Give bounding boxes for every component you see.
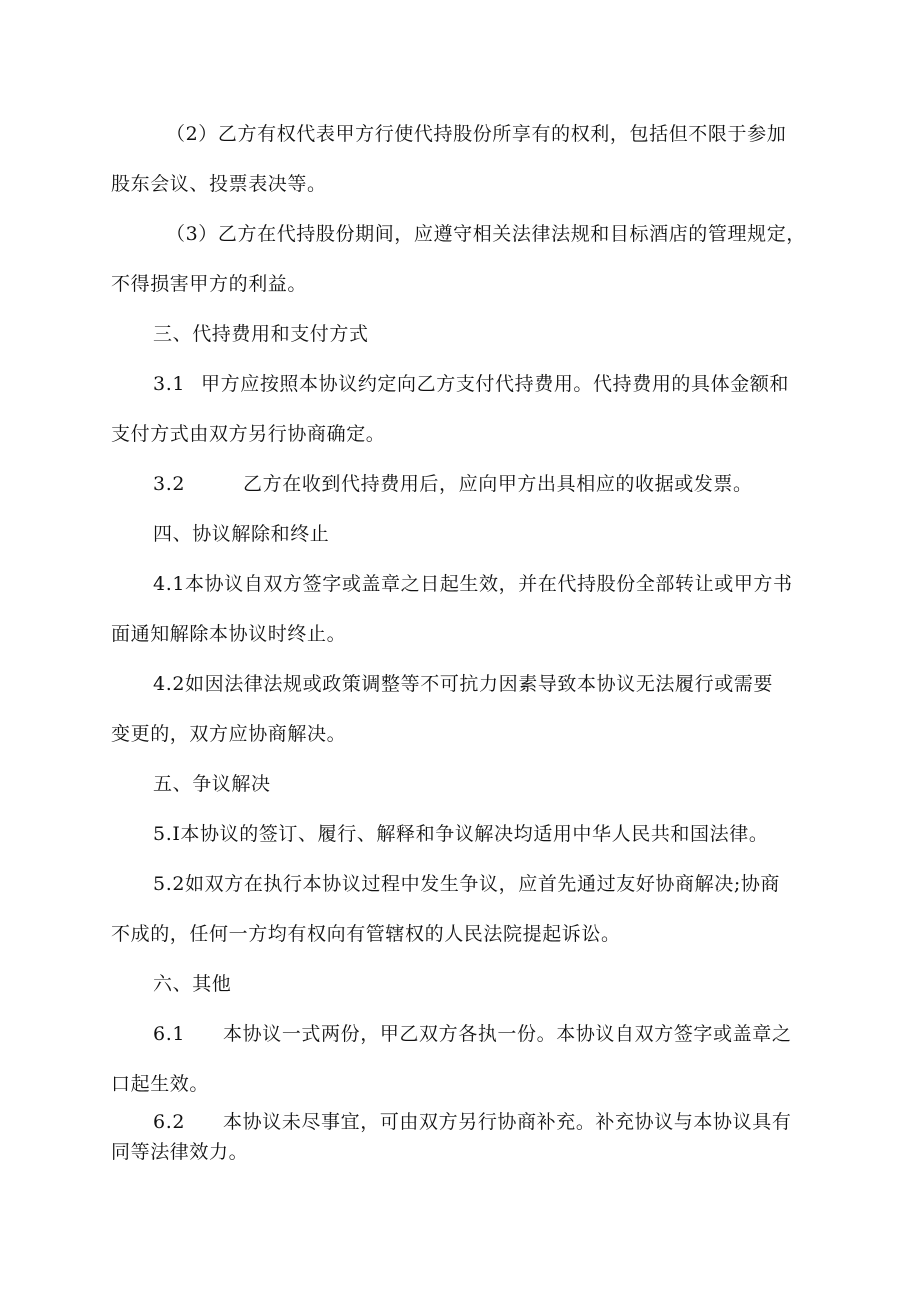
section-heading-5: 五、争议解决 [153,773,271,795]
clause-2-3-line-1: （3）乙方在代持股份期间，应遵守相关法律法规和目标酒店的管理规定， [166,223,806,245]
section-heading-6: 六、其他 [153,973,232,995]
clause-number: 3.1 [153,373,186,395]
clause-number: 3.2 [153,473,186,495]
clause-6-2-line-1 [153,1110,791,1134]
clause-3-2-line-1 [153,472,753,496]
clause-4-1-line-2: 面通知解除本协议时终止。 [111,623,347,645]
clause-5-2-line-1: 5.2如双方在执行本协议过程中发生争议，应首先通过友好协商解决;协商 [153,873,781,895]
section-heading-4: 四、协议解除和终止 [153,523,330,545]
clause-4-2-line-2: 变更的，双方应协商解决。 [111,723,347,745]
clause-number: 6.2 [153,1111,186,1133]
clause-3-1-line-1 [153,372,789,396]
clause-5-1-line-1: 5.I本协议的签订、履行、解释和争议解决均适用中华人民共和国法律。 [153,823,769,845]
clause-4-2-line-1: 4.2如因法律法规或政策调整等不可抗力因素导致本协议无法履行或需要 [153,673,774,695]
clause-text: 本协议未尽事宜，可由双方另行协商补充。补充协议与本协议具有 [223,1111,792,1133]
clause-6-2-line-2: 同等法律效力。 [111,1141,249,1163]
clause-text: 甲方应按照本协议约定向乙方支付代持费用。代持费用的具体金额和 [201,373,790,395]
clause-2-2-line-1: （2）乙方有权代表甲方行使代持股份所享有的权利，包括但不限于参加 [166,123,787,145]
clause-6-1-line-2: 口起生效。 [111,1073,210,1095]
clause-5-2-line-2: 不成的，任何一方均有权向有管辖权的人民法院提起诉讼。 [111,923,621,945]
clause-number: 6.1 [153,1023,186,1045]
clause-text: 本协议一式两份，甲乙双方各执一份。本协议自双方签字或盖章之 [223,1023,792,1045]
section-heading-3: 三、代持费用和支付方式 [153,323,369,345]
clause-2-2-line-2: 股东会议、投票表决等。 [111,173,327,195]
clause-4-1-line-1: 4.1本协议自双方签字或盖章之日起生效，并在代持股份全部转让或甲方书 [153,573,793,595]
clause-text: 乙方在收到代持费用后，应向甲方出具相应的收据或发票。 [243,473,753,495]
clause-2-3-line-2: 不得损害甲方的利益。 [111,273,308,295]
clause-6-1-line-1 [153,1022,791,1046]
clause-3-1-line-2: 支付方式由双方另行协商确定。 [111,423,386,445]
